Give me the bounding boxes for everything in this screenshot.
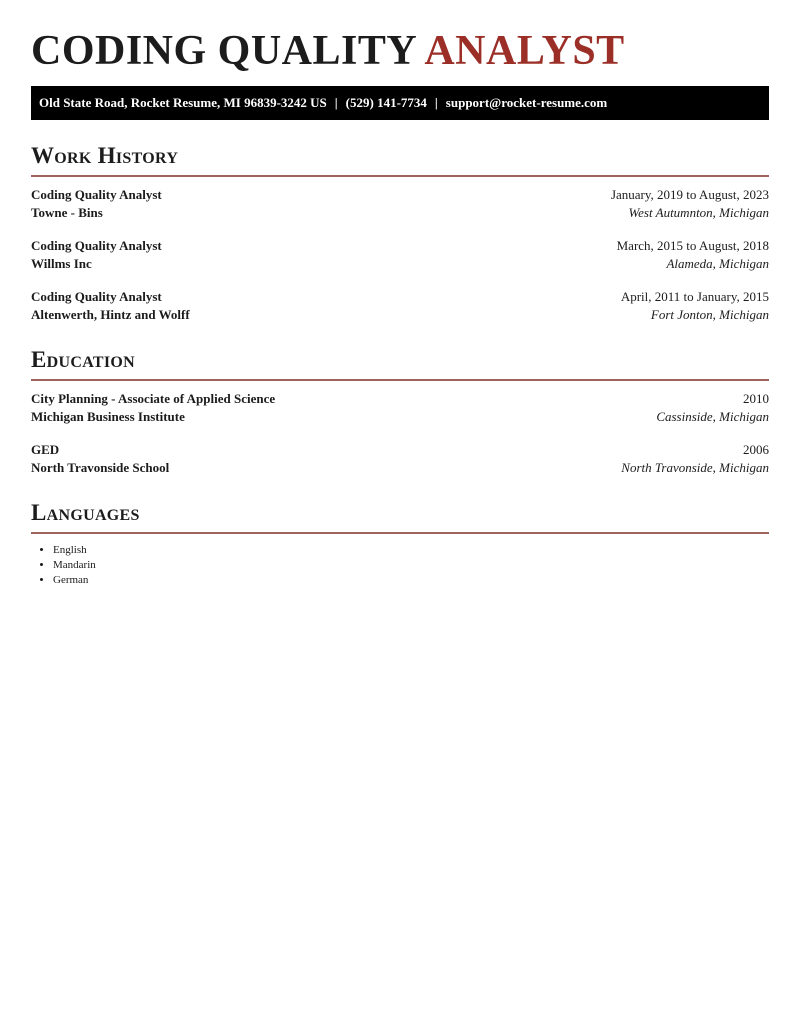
name-accent: ANALYST [424,28,625,74]
job-company: Towne - Bins [31,205,103,220]
language-item: • English [53,543,769,558]
name-first: CODING QUALITY [31,28,416,74]
job-dates: April, 2011 to January, 2015 [620,289,769,304]
education-location: North Travonside, Michigan [621,460,769,475]
resume-name [31,28,769,74]
work-entry [31,186,769,222]
education-entry [31,441,769,477]
language-item: • German [53,573,769,588]
languages-list [31,543,769,588]
job-role: Coding Quality Analyst [31,289,162,304]
contact-separator: | [334,95,338,110]
education-year: 2006 [743,442,769,457]
contact-address: Old State Road, Rocket Resume, MI 96839-3242 US [39,95,327,110]
section-title-languages: Languages [31,499,769,534]
contact-email: support@rocket-resume.com [445,95,608,110]
job-location: West Autumnton, Michigan [628,205,769,220]
job-dates: January, 2019 to August, 2023 [610,187,769,202]
job-location: Fort Jonton, Michigan [650,307,769,322]
job-location: Alameda, Michigan [666,256,769,271]
work-entry [31,237,769,273]
education-list [31,390,769,477]
section-title-work-history: Work History [31,142,769,177]
job-company: Altenwerth, Hintz and Wolff [31,307,190,322]
education-degree: GED [31,442,60,457]
work-history-list [31,186,769,324]
job-dates: March, 2015 to August, 2018 [616,238,769,253]
contact-phone: (529) 141-7734 [345,95,427,110]
job-company: Willms Inc [31,256,92,271]
contact-separator: | [434,95,438,110]
education-school: North Travonside School [31,460,170,475]
job-role: Coding Quality Analyst [31,238,162,253]
contact-bar [31,86,769,120]
work-entry [31,288,769,324]
language-item: • Mandarin [53,558,769,573]
job-role: Coding Quality Analyst [31,187,162,202]
education-entry [31,390,769,426]
education-location: Cassinside, Michigan [656,409,769,424]
education-year: 2010 [743,391,769,406]
education-degree: City Planning - Associate of Applied Science [31,391,276,406]
section-title-education: Education [31,346,769,381]
education-school: Michigan Business Institute [31,409,185,424]
